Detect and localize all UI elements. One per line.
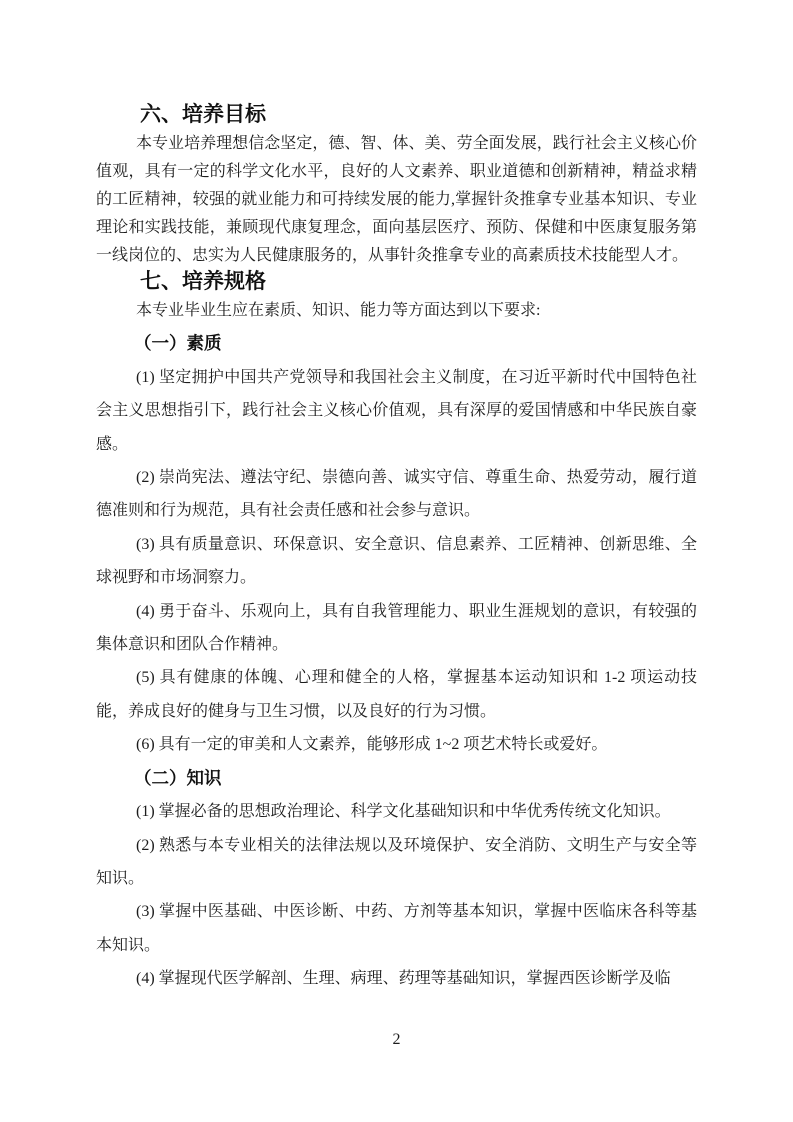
knowledge-item-1: (1) 掌握必备的思想政治理论、科学文化基础知识和中华优秀传统文化知识。 (136, 803, 671, 821)
quality-item-6: (6) 具有一定的审美和人文素养，能够形成 1~2 项艺术特长或爱好。 (136, 736, 608, 754)
section-6-paragraph: 本专业培养理想信念坚定，德、智、体、美、劳全面发展，践行社会主义核心价值观，具有一定的科学文化水平，良好的人文素养、职业道德和创新精神，精益求精的工匠精神，较强的就业能力和可持续发展的能力,掌握针灸推拿专业基本知识、专业理论和实践技能，兼顾现代康复理念，面向基层医疗、预防、保健和中医康复服务第一线岗位的、忠实为人民健康服务的，从事针灸推拿专业的高素质技术技能型人才。 (96, 135, 697, 264)
knowledge-item-2: (2) 熟悉与本专业相关的法律法规以及环境保护、安全消防、文明生产与安全等知识。 (96, 836, 697, 887)
section-6-heading: 六、培养目标 (140, 103, 266, 126)
subsection-knowledge-heading: （二）知识 (134, 767, 222, 788)
subsection-quality-heading: （一）素质 (134, 333, 222, 354)
knowledge-item-4: (4) 掌握现代医学解剖、生理、病理、药理等基础知识，掌握西医诊断学及临 (136, 970, 671, 988)
section-7-intro: 本专业毕业生应在素质、知识、能力等方面达到以下要求: (136, 302, 541, 319)
quality-item-1: (1) 坚定拥护中国共产党领导和我国社会主义制度，在习近平新时代中国特色社会主义思想指引下，践行社会主义核心价值观，具有深厚的爱国情感和中华民族自豪感。 (96, 368, 697, 453)
section-7-heading: 七、培养规格 (140, 270, 266, 293)
page-number: 2 (392, 1031, 401, 1048)
quality-item-3: (3) 具有质量意识、环保意识、安全意识、信息素养、工匠精神、创新思维、全球视野和市场洞察力。 (96, 535, 697, 587)
knowledge-item-3: (3) 掌握中医基础、中医诊断、中药、方剂等基本知识，掌握中医临床各科等基本知识。 (96, 903, 697, 954)
quality-item-4: (4) 勇于奋斗、乐观向上，具有自我管理能力、职业生涯规划的意识，有较强的集体意识和团队合作精神。 (96, 602, 697, 654)
quality-item-2: (2) 崇尚宪法、遵法守纪、崇德向善、诚实守信、尊重生命、热爱劳动，履行道德准则和行为规范，具有社会责任感和社会参与意识。 (96, 469, 697, 520)
quality-item-5: (5) 具有健康的体魄、心理和健全的人格，掌握基本运动知识和 1-2 项运动技能，养成良好的健身与卫生习惯，以及良好的行为习惯。 (96, 669, 697, 720)
